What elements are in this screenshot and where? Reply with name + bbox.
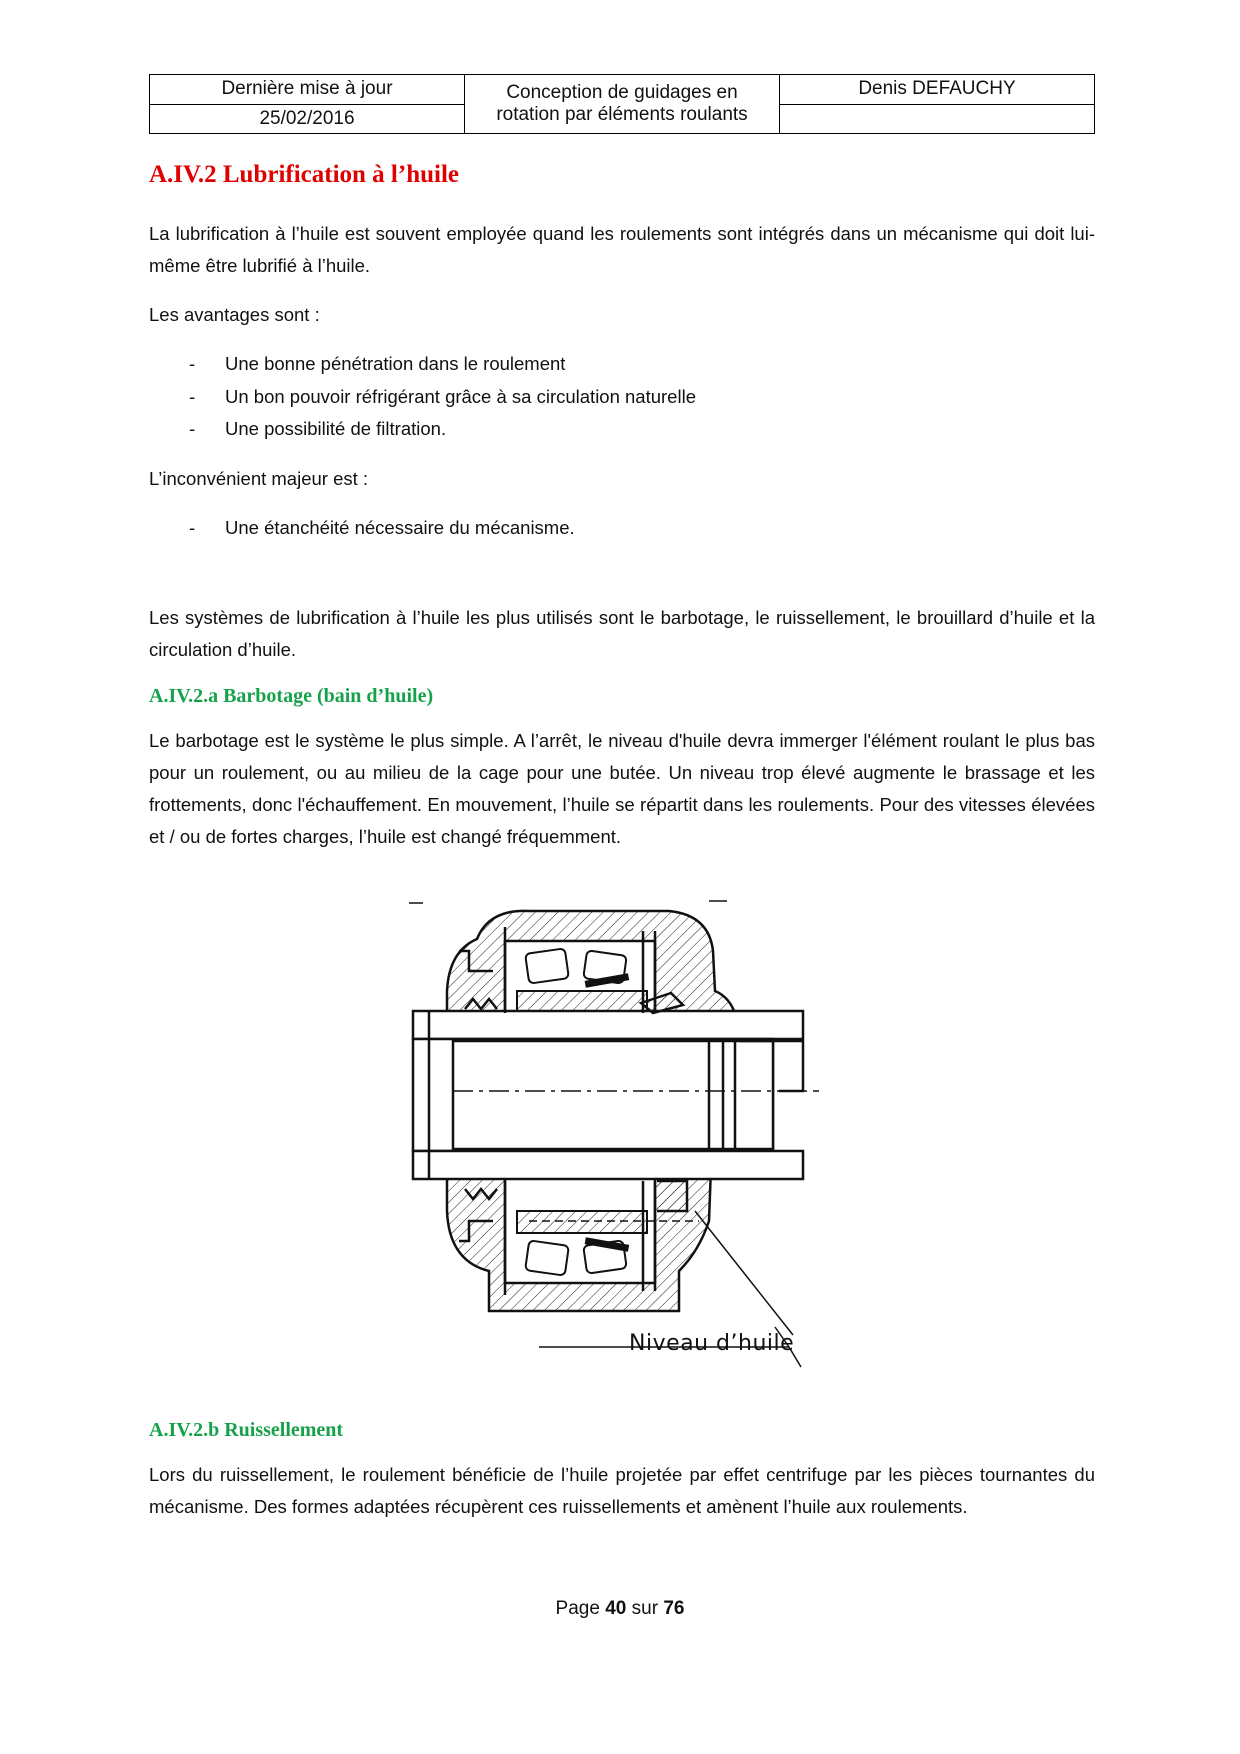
- page-number: 40: [605, 1598, 627, 1619]
- list-item: - Une étanchéité nécessaire du mécanisme.: [189, 516, 575, 538]
- author: Denis DEFAUCHY: [780, 75, 1095, 105]
- page-prefix: Page: [555, 1598, 600, 1619]
- update-label: Dernière mise à jour: [150, 75, 465, 105]
- bearing-figure: [149, 891, 1095, 1397]
- list-item: - Un bon pouvoir réfrigérant grâce à sa circulation naturelle: [189, 385, 696, 407]
- page-footer: [0, 1598, 1240, 1620]
- subsection-a-text: Le barbotage est le système le plus simple. A l’arrêt, le niveau d'huile devra immerger l'élément roulant le plus bas pour un roulement, ou au milieu de la cage pour une butée. Un niveau trop élevé augmente le brassage et les frottements, donc l'échauffement. En mouvement, l’huile se répartit dans les roulements. Pour des vitesses élevées et / ou de fortes charges, l’huile est changé fréquemment.: [149, 730, 1095, 847]
- advantages-list: [149, 348, 1095, 446]
- empty-cell: [780, 104, 1095, 134]
- update-date: 25/02/2016: [150, 104, 465, 134]
- drawbacks-list: [149, 512, 1095, 545]
- header-table: [149, 74, 1095, 134]
- subsection-a-title: A.IV.2.a Barbotage (bain d’huile): [149, 685, 434, 707]
- intro-paragraph: La lubrification à l’huile est souvent employée quand les roulements sont intégrés dans un mécanisme qui doit lui-même être lubrifié à l’huile.: [149, 223, 1095, 276]
- figure-label: Niveau d’huile: [629, 1331, 795, 1356]
- page-sep: sur: [631, 1598, 659, 1619]
- page-content: [149, 160, 1095, 1540]
- list-item: - Une possibilité de filtration.: [189, 418, 447, 439]
- subsection-b-text: Lors du ruissellement, le roulement bénéficie de l’huile projetée par effet centrifuge par les pièces tournantes du mécanisme. Des formes adaptées récupèrent ces ruissellements et amènent l’huile aux roulements.: [149, 1464, 1095, 1517]
- drawback-label: L’inconvénient majeur est :: [149, 467, 369, 489]
- bearing-drawing: [409, 891, 829, 1371]
- subsection-b-title: A.IV.2.b Ruissellement: [149, 1419, 344, 1441]
- systems-paragraph: Les systèmes de lubrification à l’huile les plus utilisés sont le barbotage, le ruissellement, le brouillard d’huile et la circulation d’huile.: [149, 607, 1095, 660]
- doc-title-line2: rotation par éléments roulants: [496, 104, 748, 125]
- list-item: - Une bonne pénétration dans le roulement: [189, 353, 566, 374]
- doc-title-line1: Conception de guidages en: [506, 82, 738, 103]
- page-total: 76: [663, 1598, 685, 1619]
- section-title: A.IV.2 Lubrification à l’huile: [149, 161, 459, 188]
- doc-title: [465, 75, 780, 134]
- advantages-label: Les avantages sont :: [149, 304, 320, 325]
